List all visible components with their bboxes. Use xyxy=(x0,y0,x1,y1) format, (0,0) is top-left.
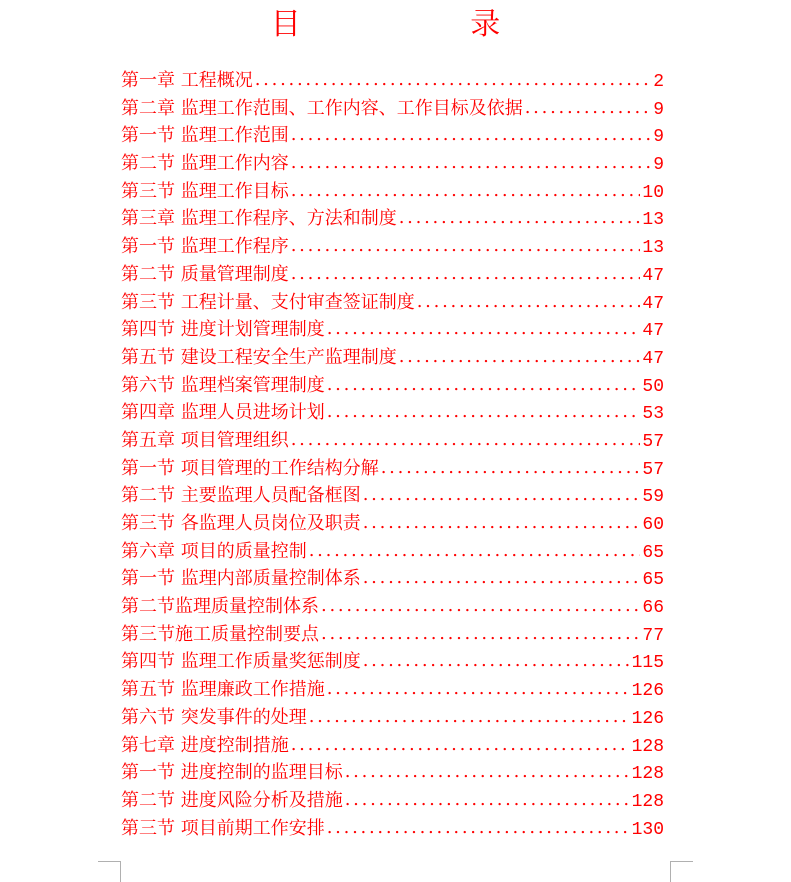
toc-entry[interactable] xyxy=(121,593,664,621)
toc-entry-label: 第一章 工程概况 xyxy=(121,70,253,91)
toc-entry-label: 第二节 质量管理制度 xyxy=(121,263,289,285)
toc-entry-page-number: 65 xyxy=(642,542,664,563)
toc-entry[interactable] xyxy=(121,122,664,150)
toc-entry[interactable] xyxy=(121,621,664,649)
toc-entry[interactable] xyxy=(121,704,664,732)
toc-entry-label: 第三节 监理工作目标 xyxy=(121,180,289,202)
toc-entry-label: 第三节施工质量控制要点 xyxy=(121,623,319,645)
toc-entry-label: 第三节 各监理人员岗位及职责 xyxy=(121,513,361,534)
toc-entry[interactable] xyxy=(121,648,664,676)
toc-entry-page-number: 59 xyxy=(642,487,664,508)
toc-leader-dots xyxy=(363,509,641,537)
toc-entry-page-number: 115 xyxy=(631,653,664,674)
toc-entry[interactable] xyxy=(121,427,664,455)
toc-entry-page-number: 9 xyxy=(653,127,664,148)
toc-leader-dots xyxy=(399,343,641,371)
toc-entry[interactable] xyxy=(121,455,664,483)
toc-leader-dots xyxy=(417,288,641,316)
toc-entry[interactable] xyxy=(121,399,664,427)
toc-leader-dots xyxy=(291,232,641,260)
toc-entry[interactable] xyxy=(121,316,664,344)
toc-leader-dots xyxy=(381,454,641,482)
toc-entry-page-number: 60 xyxy=(642,515,664,535)
toc-leader-dots xyxy=(327,675,630,703)
toc-leader-dots xyxy=(309,703,630,731)
toc-entry-label: 第一节 项目管理的工作结构分解 xyxy=(121,457,379,479)
toc-entry-page-number: 2 xyxy=(653,72,664,92)
toc-leader-dots xyxy=(255,66,651,94)
toc-entry[interactable] xyxy=(121,759,664,787)
toc-leader-dots xyxy=(327,398,641,426)
toc-entry-page-number: 57 xyxy=(642,459,664,480)
toc-entry-page-number: 47 xyxy=(642,348,664,369)
page-corner-mark-right xyxy=(670,861,693,882)
toc-leader-dots xyxy=(291,731,630,759)
toc-leader-dots xyxy=(321,592,640,620)
toc-entry-label: 第四章 监理人员进场计划 xyxy=(121,402,325,424)
toc-leader-dots xyxy=(327,315,641,343)
toc-entry-label: 第五节 监理廉政工作措施 xyxy=(121,679,325,701)
toc-entry[interactable] xyxy=(121,538,664,566)
toc-leader-dots xyxy=(327,371,641,399)
toc-entry-page-number: 53 xyxy=(642,404,664,425)
toc-leader-dots xyxy=(327,814,630,842)
toc-leader-dots xyxy=(291,177,641,205)
toc-entry-label: 第一节 监理内部质量控制体系 xyxy=(121,568,361,590)
page-corner-mark-left xyxy=(98,861,121,882)
toc-entry[interactable] xyxy=(121,261,664,289)
toc-entry[interactable] xyxy=(121,150,664,178)
toc-entry-page-number: 13 xyxy=(642,238,664,259)
toc-entry[interactable] xyxy=(121,289,664,317)
toc-entry-label: 第四节 进度计划管理制度 xyxy=(121,319,325,341)
toc-leader-dots xyxy=(291,426,641,454)
toc-entry-label: 第五节 建设工程安全生产监理制度 xyxy=(121,346,397,368)
toc-entry[interactable] xyxy=(121,95,664,123)
toc-entry-label: 第三节 工程计量、支付审查签证制度 xyxy=(121,291,415,313)
toc-entry[interactable] xyxy=(121,233,664,261)
toc-entry[interactable] xyxy=(121,732,664,760)
toc-entry-page-number: 47 xyxy=(642,265,664,286)
toc-entry[interactable] xyxy=(121,565,664,593)
toc-leader-dots xyxy=(363,481,641,509)
toc-leader-dots xyxy=(291,121,651,149)
toc-entry[interactable] xyxy=(121,344,664,372)
toc-entry-label: 第六章 项目的质量控制 xyxy=(121,540,307,562)
toc-entry-page-number: 9 xyxy=(653,155,664,176)
toc-entry-page-number: 126 xyxy=(631,681,664,702)
toc-entry[interactable] xyxy=(121,67,664,95)
toc-leader-dots xyxy=(525,94,651,122)
toc-entry[interactable] xyxy=(121,815,664,843)
toc-entry-page-number: 50 xyxy=(642,376,664,397)
toc-leader-dots xyxy=(291,149,651,177)
toc-entry[interactable] xyxy=(121,372,664,400)
toc-entry-label: 第三节 项目前期工作安排 xyxy=(121,817,325,839)
toc-entry-label: 第二节监理质量控制体系 xyxy=(121,596,319,618)
toc-entry[interactable] xyxy=(121,482,664,510)
toc-entry-label: 第五章 项目管理组织 xyxy=(121,429,289,451)
toc-entry-page-number: 128 xyxy=(631,791,664,812)
toc-leader-dots xyxy=(345,786,630,814)
toc-entry-page-number: 65 xyxy=(642,570,664,591)
toc-entry-page-number: 47 xyxy=(642,293,664,314)
toc-entry[interactable] xyxy=(121,676,664,704)
toc-leader-dots xyxy=(345,758,630,786)
toc-title: 目 录 xyxy=(270,7,581,42)
toc-entry[interactable] xyxy=(121,510,664,538)
toc-entry-label: 第一节 监理工作范围 xyxy=(121,125,289,147)
toc-entry-label: 第六节 监理档案管理制度 xyxy=(121,374,325,396)
toc-entry-page-number: 128 xyxy=(631,736,664,757)
toc-leader-dots xyxy=(363,564,641,592)
toc-entry-page-number: 10 xyxy=(642,182,664,203)
toc-leader-dots xyxy=(363,647,630,675)
toc-leader-dots xyxy=(321,620,640,648)
toc-entry-label: 第三章 监理工作程序、方法和制度 xyxy=(121,208,397,230)
toc-entry-label: 第一节 进度控制的监理目标 xyxy=(121,762,343,784)
toc-entry[interactable] xyxy=(121,205,664,233)
toc-entry-label: 第二节 进度风险分析及措施 xyxy=(121,789,343,811)
toc-entry-label: 第一节 监理工作程序 xyxy=(121,236,289,258)
toc-entry-label: 第二节 监理工作内容 xyxy=(121,153,289,175)
toc-entry-label: 第七章 进度控制措施 xyxy=(121,734,289,756)
toc-leader-dots xyxy=(291,260,641,288)
toc-leader-dots xyxy=(309,537,641,565)
toc-entry-page-number: 9 xyxy=(653,99,664,120)
toc-entry[interactable] xyxy=(121,787,664,815)
toc-entry-page-number: 77 xyxy=(642,625,664,646)
toc-leader-dots xyxy=(399,204,641,232)
toc-entry-page-number: 47 xyxy=(642,321,664,342)
toc-entry-label: 第二节 主要监理人员配备框图 xyxy=(121,485,361,507)
toc-entry-page-number: 126 xyxy=(631,708,664,729)
table-of-contents xyxy=(121,67,664,842)
toc-entry-page-number: 57 xyxy=(642,431,664,452)
toc-entry-page-number: 66 xyxy=(642,598,664,619)
toc-entry[interactable] xyxy=(121,178,664,206)
toc-entry-page-number: 130 xyxy=(631,819,664,840)
toc-entry-page-number: 128 xyxy=(631,764,664,785)
toc-entry-label: 第四节 监理工作质量奖惩制度 xyxy=(121,651,361,673)
toc-entry-label: 第二章 监理工作范围、工作内容、工作目标及依据 xyxy=(121,97,523,119)
toc-entry-label: 第六节 突发事件的处理 xyxy=(121,706,307,728)
toc-entry-page-number: 13 xyxy=(642,210,664,231)
